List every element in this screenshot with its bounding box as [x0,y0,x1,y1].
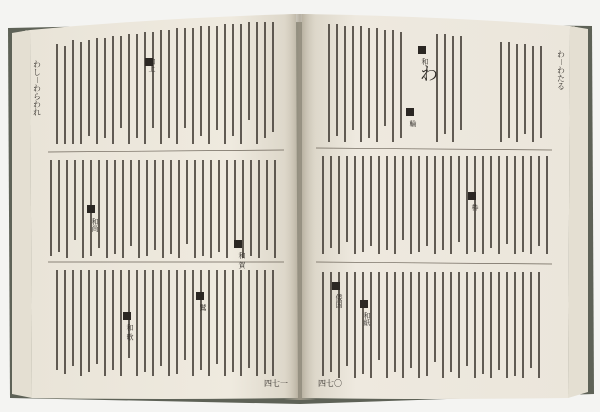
left-page-stack [12,30,32,398]
left-headword-1: 和上 [148,58,156,72]
left-headword-2: 和尚 [91,218,99,232]
right-section-kana: わ [420,64,438,85]
left-headword-3: 和 賀 [238,252,246,269]
left-text-band-2 [50,160,276,258]
left-headword-4: 鷲 [199,304,207,311]
right-headword-5: 和紙 [363,312,371,326]
left-headword-5: 和 歌 [126,324,134,341]
right-headword-4: 倭国 [335,294,343,308]
right-text-band-2 [322,156,548,254]
right-page-number: 四七〇 [318,379,342,388]
right-headword-2: 和 [421,58,429,65]
right-headword-1: 輪 [409,120,417,127]
gutter-shadow [284,14,316,400]
right-page-stack [568,26,588,398]
left-page-number: 四七一 [264,379,288,388]
right-running-head: わ－わたる [556,50,566,90]
right-headword-3: 枠 [471,204,479,211]
left-running-head: わし－わらわれ [32,60,42,116]
